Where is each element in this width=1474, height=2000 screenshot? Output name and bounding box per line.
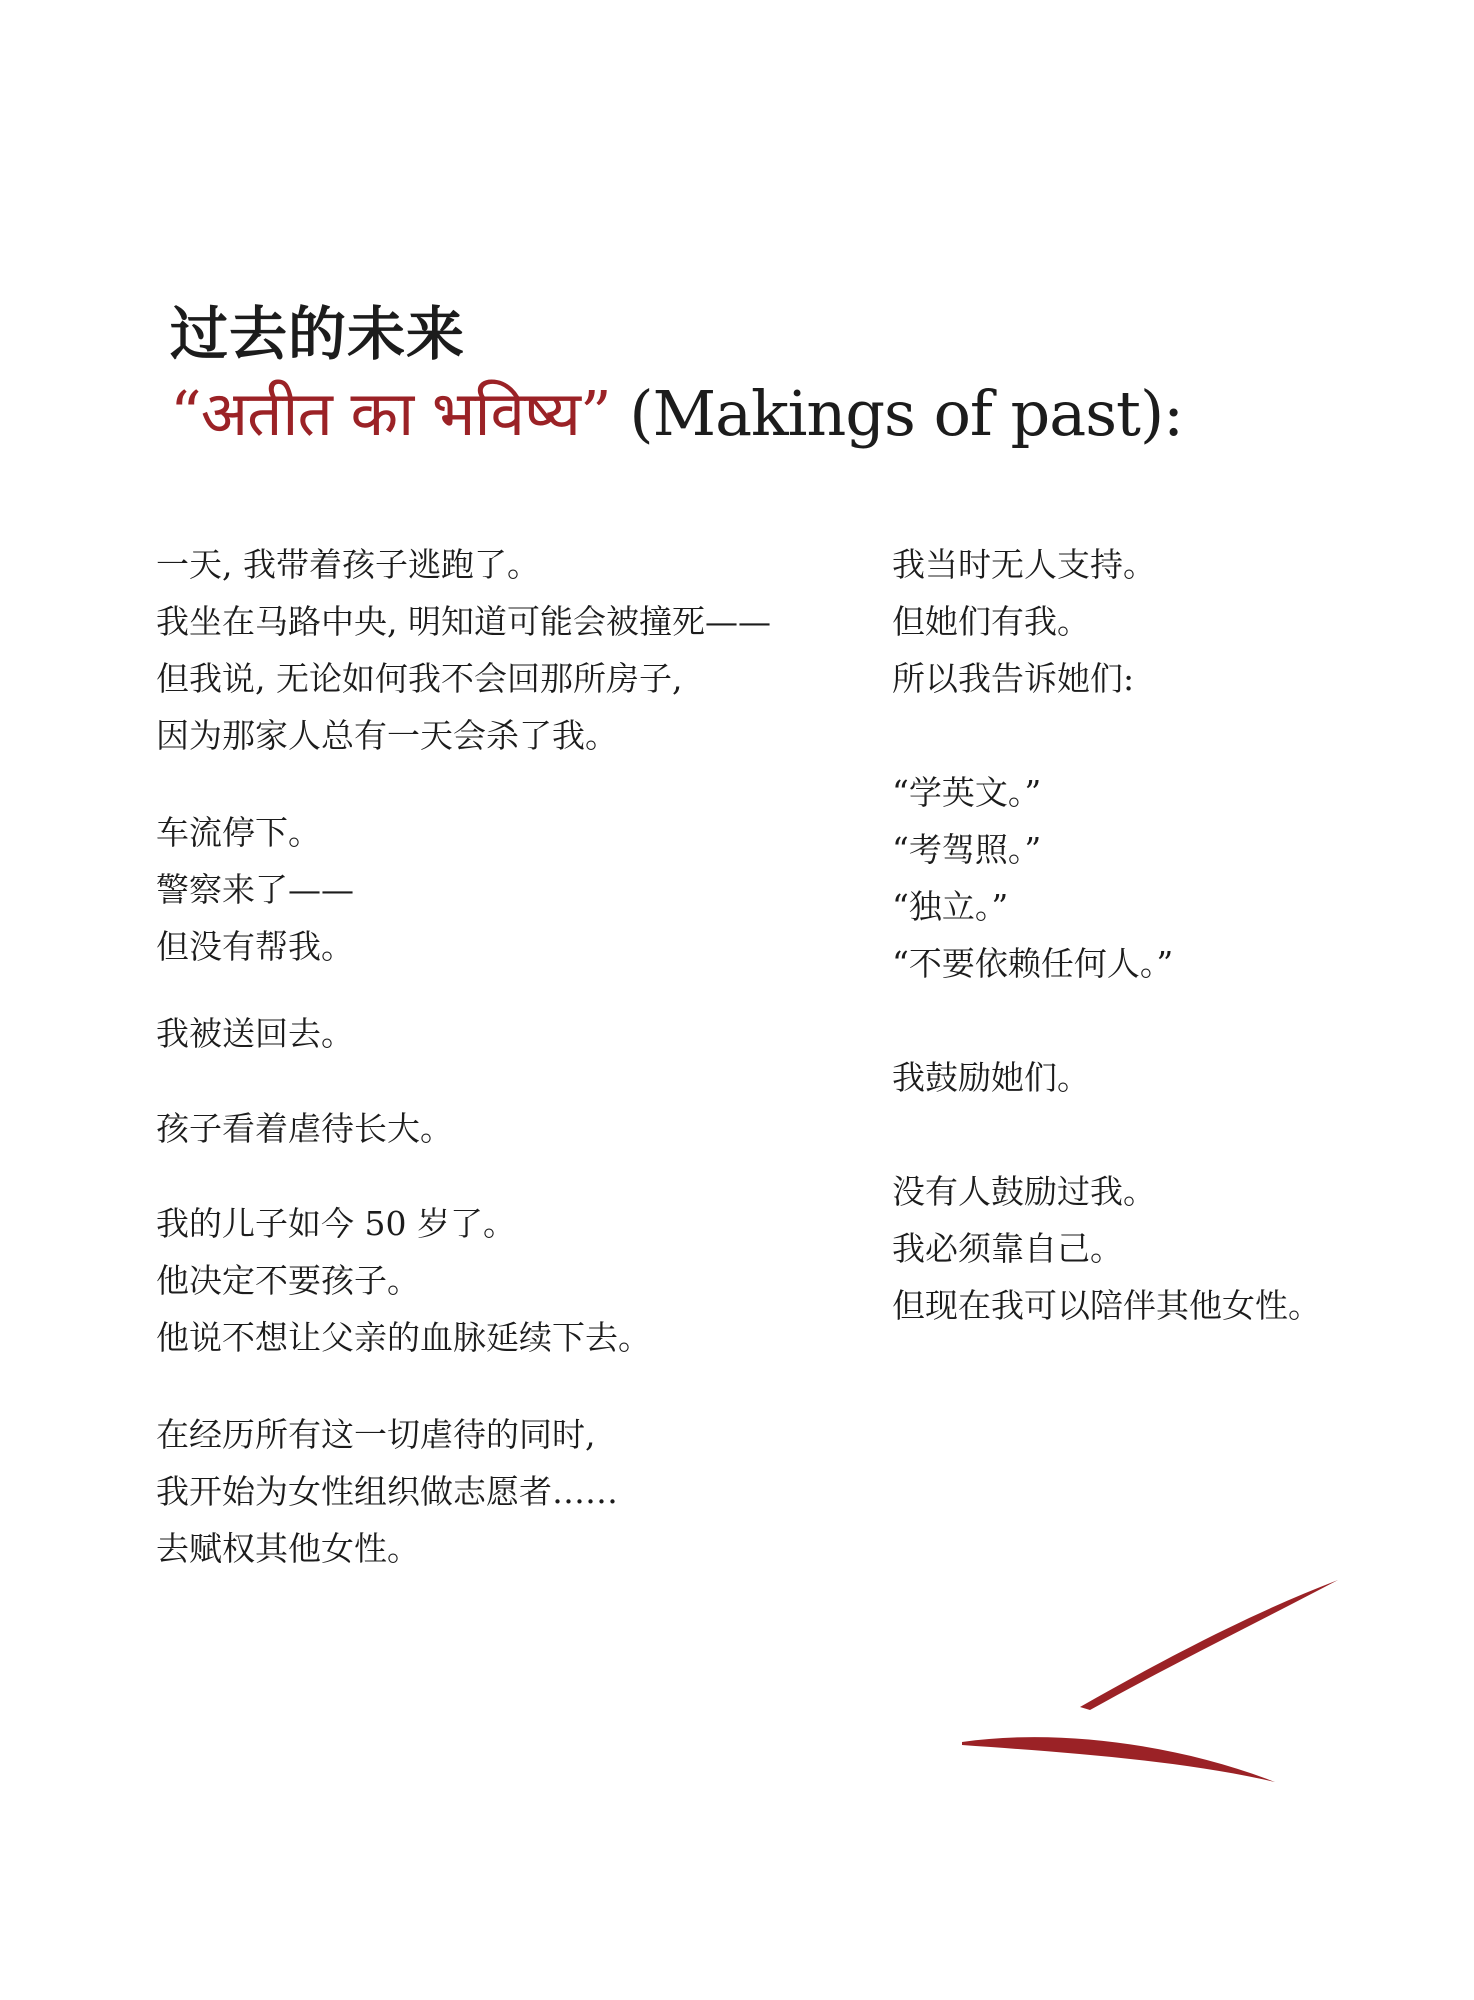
poem-line: 去赋权其他女性。 xyxy=(156,1529,420,1568)
page-title: 过去的未来 xyxy=(170,300,466,368)
poem-line: 没有人鼓励过我。 xyxy=(892,1172,1156,1211)
poem-line: 我的儿子如今 50 岁了。 xyxy=(156,1204,516,1243)
stanza-advice xyxy=(892,764,1452,992)
poem-line: 车流停下。 xyxy=(156,813,321,852)
poem-line: 一天, 我带着孩子逃跑了。 xyxy=(156,545,540,584)
brush-stroke-lower xyxy=(962,1737,1275,1782)
stanza-traffic xyxy=(156,804,866,975)
poem-line: 但我说, 无论如何我不会回那所房子, xyxy=(156,659,683,698)
poem-line: “不要依赖任何人。” xyxy=(892,944,1174,983)
poem-right-column xyxy=(892,536,1452,1334)
poem-line: 他说不想让父亲的血脉延续下去。 xyxy=(156,1318,651,1357)
poem-line: “独立。” xyxy=(892,887,1009,926)
poem-line: 因为那家人总有一天会杀了我。 xyxy=(156,716,618,755)
poem-left-column xyxy=(156,536,866,1577)
stanza-son xyxy=(156,1195,866,1366)
poem-line: 但没有帮我。 xyxy=(156,927,354,966)
subtitle-english: (Makings of past): xyxy=(610,377,1184,450)
poem-line: 我坐在马路中央, 明知道可能会被撞死—— xyxy=(156,602,771,641)
stanza-sent-back xyxy=(156,1005,866,1062)
stanza-escape xyxy=(156,536,866,764)
poem-line: 但她们有我。 xyxy=(892,602,1090,641)
poem-line: 我当时无人支持。 xyxy=(892,545,1156,584)
poem-line: 我被送回去。 xyxy=(156,1014,354,1053)
poem-line: 我必须靠自己。 xyxy=(892,1229,1123,1268)
brush-stroke-upper xyxy=(1080,1580,1338,1710)
stanza-alone xyxy=(892,1163,1452,1334)
stanza-encourage xyxy=(892,1049,1452,1106)
page-subtitle xyxy=(170,374,1370,454)
poem-line: 警察来了—— xyxy=(156,870,354,909)
poem-line: “考驾照。” xyxy=(892,830,1042,869)
poem-line: 所以我告诉她们: xyxy=(892,659,1135,698)
poem-line: 但现在我可以陪伴其他女性。 xyxy=(892,1286,1321,1325)
stanza-child xyxy=(156,1100,866,1157)
poem-line: “学英文。” xyxy=(892,773,1042,812)
stanza-support xyxy=(892,536,1452,707)
poem-line: 我开始为女性组织做志愿者…… xyxy=(156,1472,618,1511)
subtitle-hindi: “अतीत का भविष्य” xyxy=(170,377,611,450)
poem-line: 在经历所有这一切虐待的同时, xyxy=(156,1415,596,1454)
title-block xyxy=(170,296,1370,454)
stanza-volunteer xyxy=(156,1406,866,1577)
poem-line: 他决定不要孩子。 xyxy=(156,1261,420,1300)
poem-line: 我鼓励她们。 xyxy=(892,1058,1090,1097)
poem-line: 孩子看着虐待长大。 xyxy=(156,1109,453,1148)
